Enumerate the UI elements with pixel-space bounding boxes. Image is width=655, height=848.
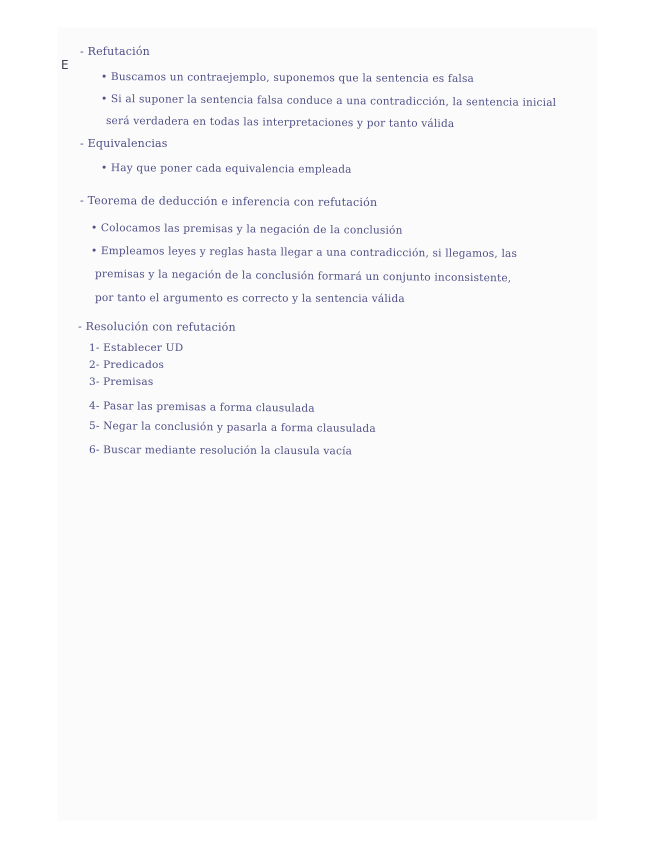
note-line: • Hay que poner cada equivalencia empleada [100,162,352,176]
note-line: por tanto el argumento es correcto y la sentencia válida [94,292,405,306]
heading-refutacion: - Refutación [80,45,150,58]
step-item: 3- Premisas [89,376,154,388]
step-item: 6- Buscar mediante resolución la clausula vacía [88,444,353,458]
step-item: 2- Predicados [89,359,165,371]
note-line: • Buscamos un contraejemplo, suponemos que la sentencia es falsa [100,71,475,85]
note-line: será verdadera en todas las interpretaciones y por tanto válida [105,115,455,131]
note-line: • Si al suponer la sentencia falsa conduce a una contradicción, la sentencia inicial [100,93,557,109]
note-line: • Colocamos las premisas y la negación de la conclusión [90,222,403,237]
step-item: 4- Pasar las premisas a forma clausulada [88,400,315,415]
heading-resolucion-refutacion: - Resolución con refutación [77,320,236,334]
heading-teorema-deduccion: - Teorema de deducción e inferencia con refutación [79,194,378,210]
note-line: premisas y la negación de la conclusión formará un conjunto inconsistente, [94,268,512,285]
step-item: 5- Negar la conclusión y pasarla a forma clausulada [88,420,376,436]
step-item: 1- Establecer UD [89,342,184,354]
heading-equivalencias: - Equivalencias [80,137,168,150]
note-line: • Empleamos leyes y reglas hasta llegar a una contradicción, si llegamos, las [90,245,518,260]
margin-mark: E [61,58,69,72]
